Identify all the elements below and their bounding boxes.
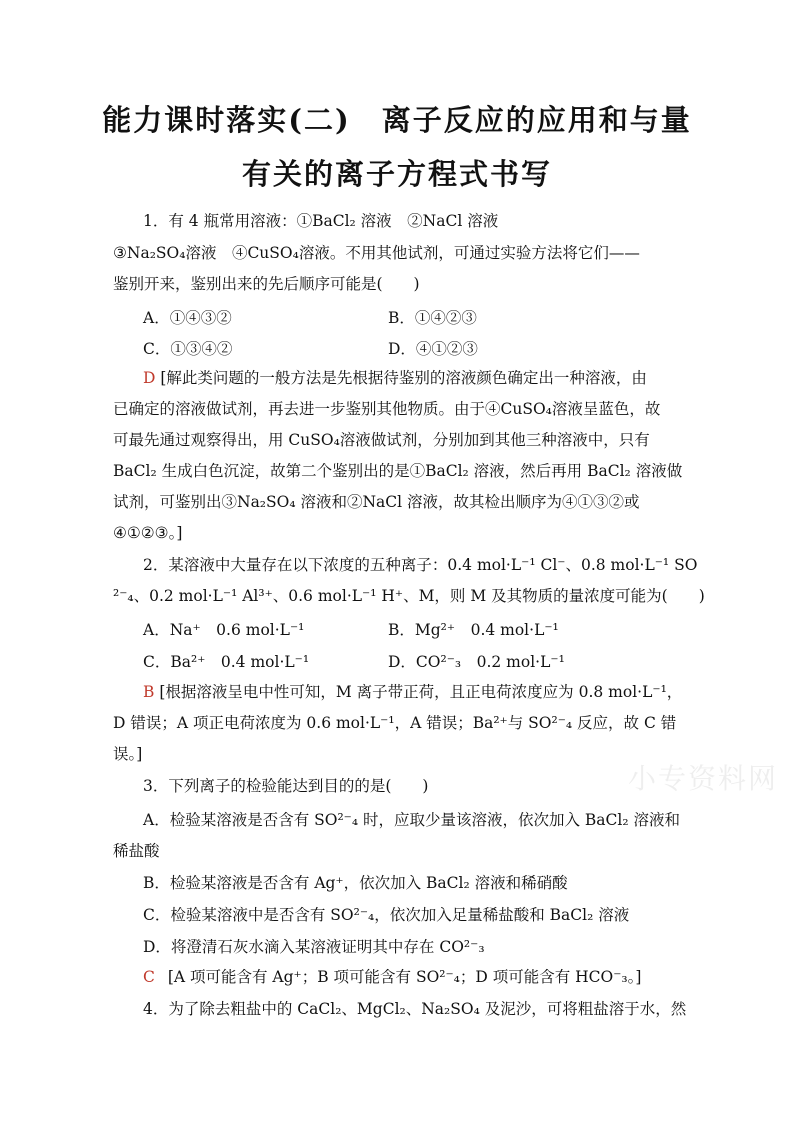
q1-explanation-line4: BaCl₂ 生成白色沉淀，故第二个鉴别出的是①BaCl₂ 溶液，然后再用 BaCl₂ 溶液做 — [113, 462, 683, 480]
q2-answer-letter: B — [143, 683, 155, 701]
q2-option-d: D．CO²⁻₃ 0.2 mol·L⁻¹ — [388, 653, 565, 671]
q1-stem-line1: 1．有 4 瓶常用溶液：①BaCl₂ 溶液 ②NaCl 溶液 — [143, 212, 499, 230]
q1-option-a: A．①④③② — [143, 309, 232, 327]
q2-explanation-line3: 误。] — [113, 745, 143, 763]
q2-explanation-text1: [根据溶液呈电中性可知，M 离子带正荷，且正电荷浓度应为 0.8 mol·L⁻¹， — [159, 683, 683, 701]
q2-explanation-line2: D 错误；A 项正电荷浓度为 0.6 mol·L⁻¹，A 错误；Ba²⁺与 SO²⁻₄ 反应，故 C 错 — [113, 714, 677, 732]
page-title-line2: 有关的离子方程式书写 — [241, 157, 552, 191]
q3-stem: 3．下列离子的检验能达到目的的是( ) — [143, 777, 429, 795]
q2-explanation-line1 — [143, 682, 682, 702]
q3-option-b: B．检验某溶液是否含有 Ag⁺，依次加入 BaCl₂ 溶液和稀硝酸 — [143, 874, 568, 892]
q1-explanation-line2: 已确定的溶液做试剂，再去进一步鉴别其他物质。由于④CuSO₄溶液呈蓝色，故 — [113, 400, 661, 418]
q1-explanation-line6: ④①②③。] — [113, 524, 183, 542]
q2-stem-line2: ²⁻₄、0.2 mol·L⁻¹ Al³⁺、0.6 mol·L⁻¹ H⁺、M，则 M 及其物质的量浓度可能为( ) — [113, 587, 705, 605]
q3-explanation — [143, 967, 641, 987]
q1-explanation-text1: [解此类问题的一般方法是先根据待鉴别的溶液颜色确定出一种溶液，由 — [160, 369, 647, 387]
q1-option-d: D．④①②③ — [388, 340, 478, 358]
q3-explanation-text: [A 项可能含有 Ag⁺；B 项可能含有 SO²⁻₄；D 项可能含有 HCO⁻₃。] — [167, 968, 642, 986]
q2-option-a: A．Na⁺ 0.6 mol·L⁻¹ — [143, 621, 305, 639]
q1-explanation-line3: 可最先通过观察得出，用 CuSO₄溶液做试剂，分别加到其他三种溶液中，只有 — [113, 431, 650, 449]
q2-option-b: B．Mg²⁺ 0.4 mol·L⁻¹ — [388, 621, 559, 639]
q3-option-d: D．将澄清石灰水滴入某溶液证明其中存在 CO²⁻₃ — [143, 938, 485, 956]
q3-option-a-line2: 稀盐酸 — [113, 842, 160, 860]
q1-stem-line3: 鉴别开来，鉴别出来的先后顺序可能是( ) — [113, 275, 420, 293]
q1-option-b: B．①④②③ — [388, 309, 477, 327]
q3-option-a-line1: A．检验某溶液是否含有 SO²⁻₄ 时，应取少量该溶液，依次加入 BaCl₂ 溶液和 — [143, 811, 680, 829]
q4-stem: 4．为了除去粗盐中的 CaCl₂、MgCl₂、Na₂SO₄ 及泥沙，可将粗盐溶于水，然 — [143, 1000, 687, 1018]
q3-answer-letter: C — [143, 968, 155, 986]
q1-answer-letter: D — [143, 369, 156, 387]
q3-option-c: C．检验某溶液中是否含有 SO²⁻₄，依次加入足量稀盐酸和 BaCl₂ 溶液 — [143, 906, 630, 924]
q1-explanation-line1 — [143, 368, 647, 388]
q2-option-c: C．Ba²⁺ 0.4 mol·L⁻¹ — [143, 653, 310, 671]
q1-option-c: C．①③④② — [143, 340, 233, 358]
watermark: 小专资料网 — [628, 762, 779, 795]
q1-explanation-line5: 试剂，可鉴别出③Na₂SO₄ 溶液和②NaCl 溶液，故其检出顺序为④①③②或 — [113, 493, 640, 511]
page-title-line1: 能力课时落实(二) 离子反应的应用和与量 — [102, 103, 692, 137]
q1-stem-line2: ③Na₂SO₄溶液 ④CuSO₄溶液。不用其他试剂，可通过实验方法将它们—— — [113, 244, 640, 262]
q2-stem-line1: 2．某溶液中大量存在以下浓度的五种离子：0.4 mol·L⁻¹ Cl⁻、0.8 mol·L⁻¹ SO — [143, 556, 698, 574]
